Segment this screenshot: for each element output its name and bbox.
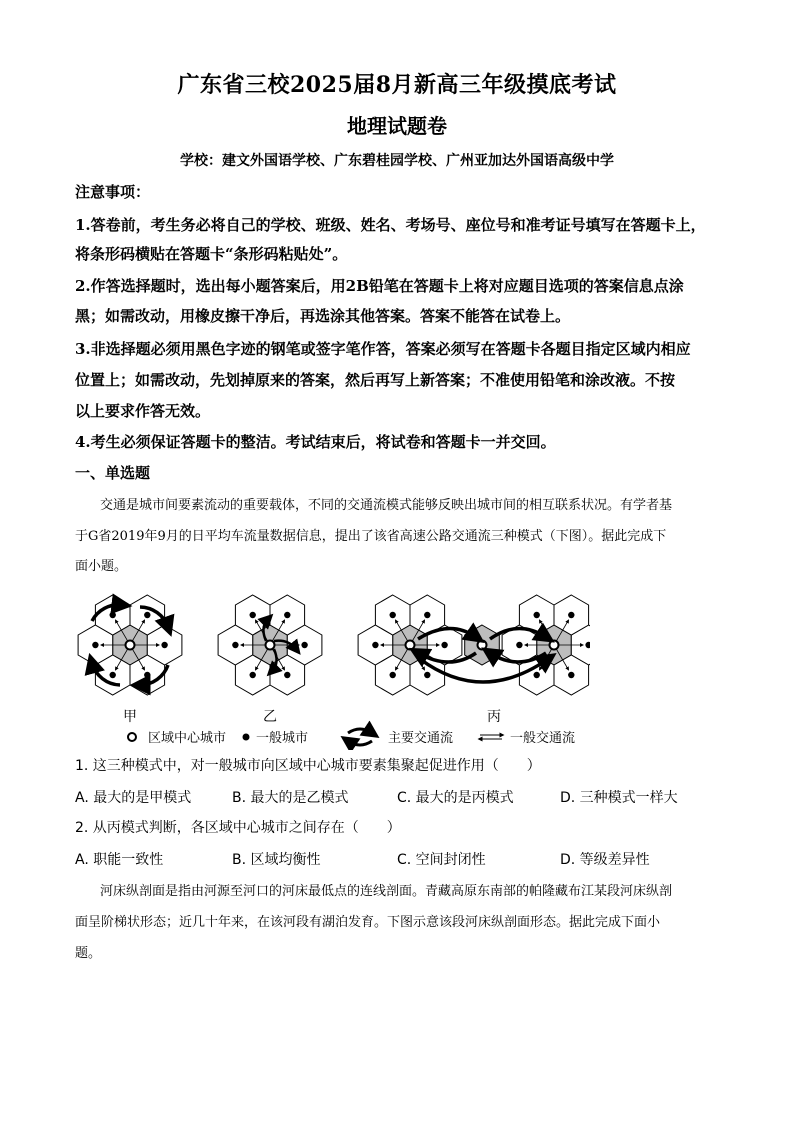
section-heading: 一、单选题	[75, 464, 151, 482]
passage-line: 河床纵剖面是指由河源至河口的河床最低点的连线剖面。青藏高原东南部的帕隆藏布江某段河床纵剖	[100, 884, 673, 899]
passage-line: 题。	[75, 946, 102, 961]
general-flow-symbol-icon	[480, 735, 502, 739]
schools-line: 学校：建文外国语学校、广东碧桂园学校、广州亚加达外国语高级中学	[180, 153, 614, 169]
legend-general-flow: 一般交通流	[510, 731, 576, 746]
question-stem: 1. 这三种模式中，对一般城市向区域中心城市要素集聚起促进作用（ ）	[75, 758, 541, 774]
general-city-symbol-icon	[243, 734, 250, 741]
exam-subtitle: 地理试题卷	[347, 114, 447, 138]
option-b[interactable]: B. 区域均衡性	[232, 852, 321, 868]
notice-line: 3.非选择题必须用黑色字迹的钢笔或签字笔作答，答案必须写在答题卡各题目指定区域内相应	[75, 340, 691, 358]
notice-line: 4.考生必须保证答题卡的整洁。考试结束后，将试卷和答题卡一并交回。	[75, 433, 556, 451]
option-d[interactable]: D. 等级差异性	[560, 852, 650, 868]
option-c[interactable]: C. 空间封闭性	[397, 852, 486, 868]
panel-label: 甲	[123, 709, 137, 725]
legend-general-city: 一般城市	[256, 731, 309, 746]
exam-title: 广东省三校2025届8月新高三年级摸底考试	[177, 72, 617, 98]
center-city-symbol-icon	[128, 733, 136, 741]
passage-line: 面呈阶梯状形态；近几十年来，在该河段有湖泊发育。下图示意该段河床纵剖面形态。据此完成下面小	[75, 915, 661, 930]
panel-jia	[78, 595, 182, 695]
option-d[interactable]: D. 三种模式一样大	[560, 790, 678, 806]
notice-line: 将条形码横贴在答题卡“条形码粘贴处”。	[75, 245, 348, 263]
passage-line: 于G省2019年9月的日平均车流量数据信息，提出了该省高速公路交通流三种模式（下图）。据此完成下	[75, 529, 667, 544]
question-stem: 2. 从丙模式判断，各区域中心城市之间存在（ ）	[75, 820, 401, 836]
main-flow-symbol-icon	[348, 729, 372, 745]
notice-line: 位置上；如需改动，先划掉原来的答案，然后再写上新答案；不准使用铅笔和涂改液。不按	[75, 371, 676, 389]
option-a[interactable]: A. 职能一致性	[75, 852, 164, 868]
notice-line: 黑；如需改动，用橡皮擦干净后，再选涂其他答案。答案不能答在试卷上。	[75, 307, 571, 325]
notice-line: 2.作答选择题时，选出每小题答案后，用2B铅笔在答题卡上将对应题目选项的答案信息点涂	[75, 277, 684, 295]
notice-heading: 注意事项：	[75, 183, 151, 201]
panel-yi	[218, 595, 322, 695]
panel-label: 丙	[487, 709, 501, 725]
passage-line: 交通是城市间要素流动的重要载体，不同的交通流模式能够反映出城市间的相互联系状况。有学者基	[100, 498, 673, 513]
legend-center-city: 区域中心城市	[148, 731, 227, 746]
legend-main-flow: 主要交通流	[388, 731, 454, 746]
traffic-flow-figure	[70, 575, 590, 750]
panel-bing	[358, 595, 590, 695]
panel-label: 乙	[263, 709, 277, 725]
option-c[interactable]: C. 最大的是丙模式	[397, 790, 514, 806]
notice-line: 1.答卷前，考生务必将自己的学校、班级、姓名、考场号、座位号和准考证号填写在答题卡上，	[75, 216, 706, 234]
passage-line: 面小题。	[75, 559, 128, 574]
notice-line: 以上要求作答无效。	[75, 402, 211, 420]
option-b[interactable]: B. 最大的是乙模式	[232, 790, 349, 806]
option-a[interactable]: A. 最大的是甲模式	[75, 790, 192, 806]
